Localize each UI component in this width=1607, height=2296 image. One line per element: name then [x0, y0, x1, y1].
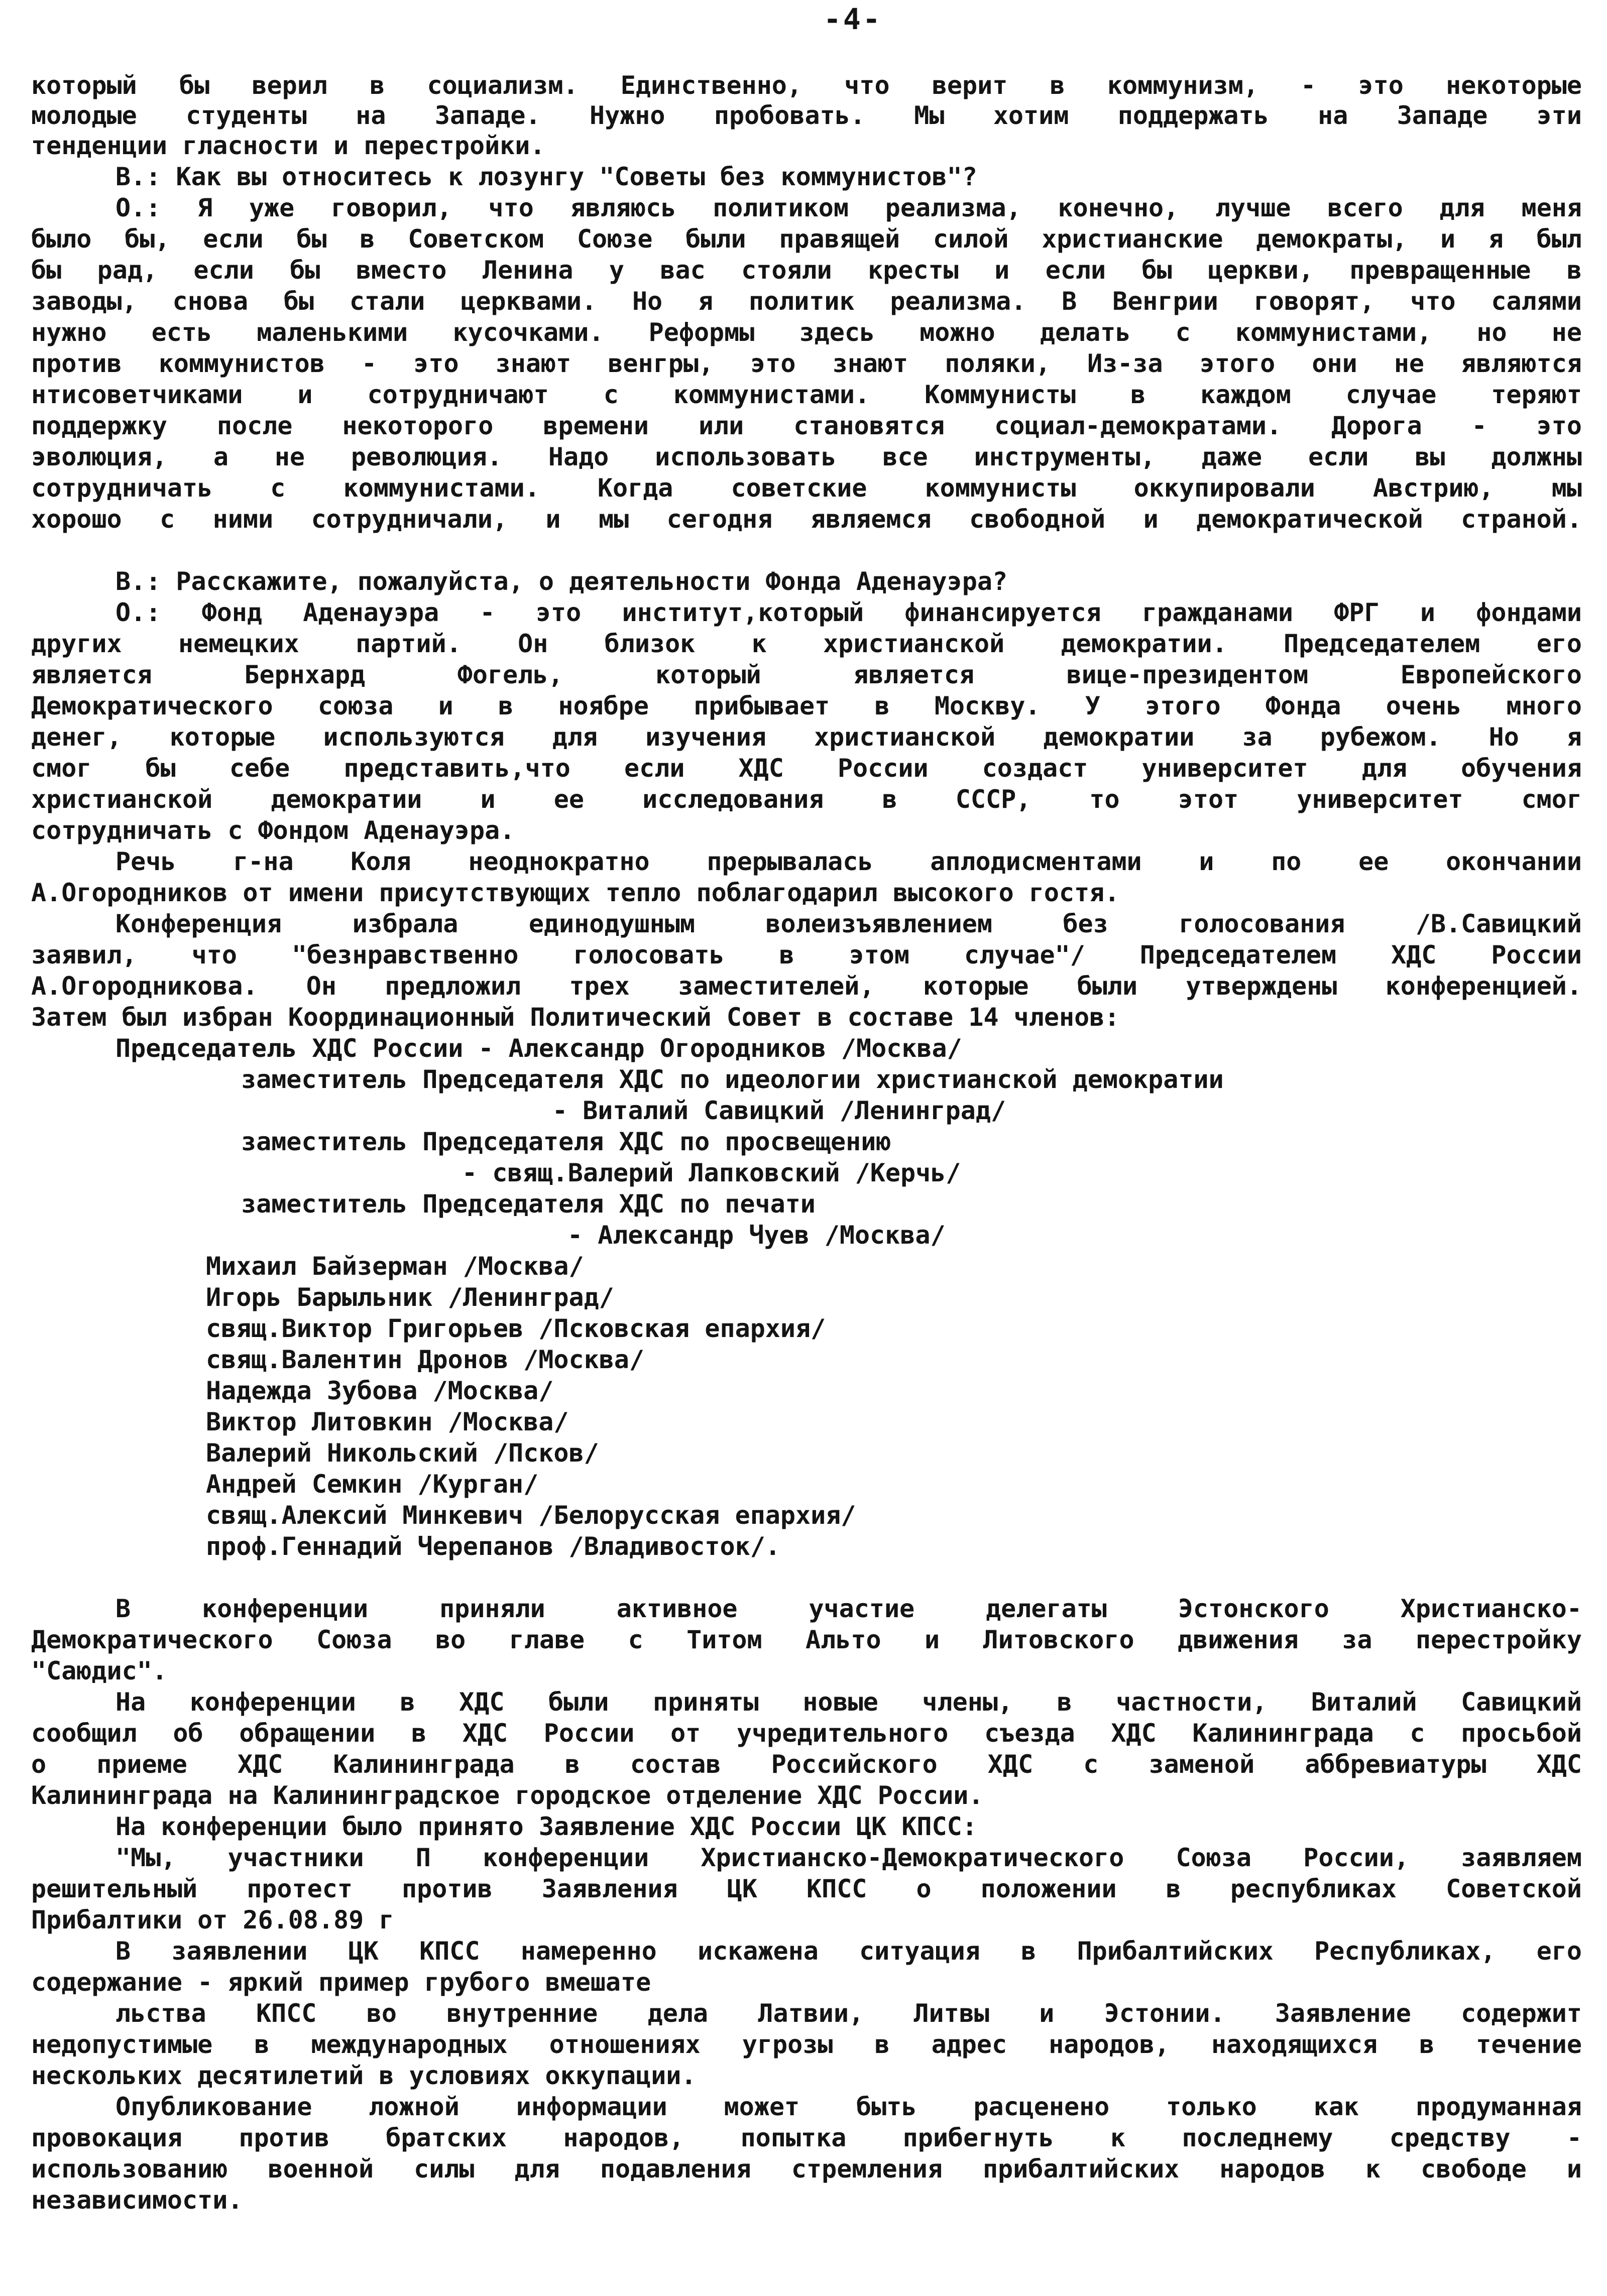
- text-line: недопустимые в международных отношениях угрозы в адрес народов, находящихся в течение: [31, 2030, 1582, 2059]
- text-line: Прибалтики от 26.08.89 г: [31, 1905, 394, 1935]
- text-line: Игорь Барыльник /Ленинград/: [206, 1283, 614, 1312]
- page-number: -4-: [824, 2, 882, 36]
- text-line: против коммунистов - это знают венгры, это знают поляки, Из-за этого они не являются: [31, 349, 1582, 378]
- text-line: поддержку после некоторого времени или становятся социал-демократами. Дорога - это: [31, 411, 1582, 440]
- text-line: заместитель Председателя ХДС по идеологии христианской демократии: [241, 1065, 1224, 1094]
- text-line: сотрудничать с Фондом Аденауэра.: [31, 816, 515, 845]
- text-line: свящ.Валентин Дронов /Москва/: [206, 1345, 644, 1374]
- text-line: заводы, снова бы стали церквами. Но я политик реализма. В Венгрии говорят, что салями: [31, 287, 1582, 316]
- text-line: А.Огородникова. Он предложил трех заместителей, которые были утверждены конференцией.: [31, 972, 1582, 1001]
- text-line: свящ.Виктор Григорьев /Псковская епархия/: [206, 1314, 826, 1343]
- text-line: льства КПСС во внутренние дела Латвии, Литвы и Эстонии. Заявление содержит: [116, 1999, 1582, 2028]
- text-line: - свящ.Валерий Лапковский /Керчь/: [462, 1158, 961, 1187]
- text-line: нескольких десятилетий в условиях оккупации.: [31, 2061, 697, 2090]
- text-line: проф.Геннадий Черепанов /Владивосток/.: [206, 1532, 780, 1561]
- text-line: тенденции гласности и перестройки.: [31, 131, 545, 160]
- text-line: Валерий Никольский /Псков/: [206, 1438, 599, 1468]
- text-line: о приеме ХДС Калининграда в состав Российского ХДС с заменой аббревиатуры ХДС: [31, 1750, 1582, 1779]
- text-line: Демократического Союза во главе с Титом Альто и Литовского движения за перестройку: [31, 1625, 1582, 1654]
- text-line: Опубликование ложной информации может быть расценено только как продуманная: [116, 2092, 1582, 2121]
- text-line: было бы, если бы в Советском Союзе были правящей силой христианские демократы, и я был: [31, 224, 1582, 254]
- text-line: В.: Расскажите, пожалуйста, о деятельности Фонда Аденауэра?: [116, 567, 1008, 596]
- text-line: О.: Фонд Аденауэра - это институт,который финансируется гражданами ФРГ и фондами: [116, 598, 1582, 627]
- text-line: А.Огородников от имени присутствующих тепло поблагодарил высокого гостя.: [31, 878, 1120, 907]
- text-line: Андрей Семкин /Курган/: [206, 1470, 539, 1499]
- text-line: сотрудничать с коммунистами. Когда советские коммунисты оккупировали Австрию, мы: [31, 473, 1582, 503]
- text-line: нтисоветчиками и сотрудничают с коммунистами. Коммунисты в каждом случае теряют: [31, 380, 1582, 409]
- text-line: смог бы себе представить,что если ХДС России создаст университет для обучения: [31, 754, 1582, 783]
- text-line: использованию военной силы для подавления стремления прибалтийских народов к свободе и: [31, 2154, 1582, 2184]
- text-line: является Бернхард Фогель, который является вице-президентом Европейского: [31, 660, 1582, 689]
- text-line: содержание - яркий пример грубого вмешате: [31, 1968, 651, 1997]
- text-line: - Александр Чуев /Москва/: [567, 1221, 946, 1250]
- text-line: заместитель Председателя ХДС по печати: [241, 1189, 816, 1219]
- text-line: Демократического союза и в ноябре прибывает в Москву. У этого Фонда очень много: [31, 691, 1582, 720]
- text-line: свящ.Алексий Минкевич /Белорусская епархия/: [206, 1501, 856, 1530]
- text-line: заявил, что "безнравственно голосовать в этом случае"/ Председателем ХДС России: [31, 940, 1582, 970]
- text-line: заместитель Председателя ХДС по просвещению: [241, 1127, 891, 1156]
- text-line: решительный протест против Заявления ЦК КПСС о положении в республиках Советской: [31, 1874, 1582, 1903]
- text-line: В заявлении ЦК КПСС намеренно искажена ситуация в Прибалтийских Республиках, его: [116, 1937, 1582, 1966]
- text-line: Михаил Байзерман /Москва/: [206, 1252, 584, 1281]
- text-line: провокация против братских народов, попытка прибегнуть к последнему средству -: [31, 2123, 1582, 2152]
- text-line: На конференции было принято Заявление ХДС России ЦК КПСС:: [116, 1812, 977, 1841]
- text-line: хорошо с ними сотрудничали, и мы сегодня являемся свободной и демократической страной.: [31, 505, 1582, 534]
- text-line: В.: Как вы относитесь к лозунгу "Советы без коммунистов"?: [116, 162, 977, 191]
- text-line: бы рад, если бы вместо Ленина у вас стояли кресты и если бы церкви, превращенные в: [31, 256, 1582, 285]
- text-line: Конференция избрала единодушным волеизъявлением без голосования /В.Савицкий: [116, 909, 1582, 938]
- text-line: других немецких партий. Он близок к христианской демократии. Председателем его: [31, 629, 1582, 658]
- text-line: независимости.: [31, 2186, 243, 2215]
- text-line: который бы верил в социализм. Единственно, что верит в коммунизм, - это некоторые: [31, 71, 1582, 100]
- text-line: сообщил об обращении в ХДС России от учредительного съезда ХДС Калининграда с просьбой: [31, 1719, 1582, 1748]
- text-line: денег, которые используются для изучения христианской демократии за рубежом. Но я: [31, 722, 1582, 752]
- text-line: нужно есть маленькими кусочками. Реформы здесь можно делать с коммунистами, но не: [31, 318, 1582, 347]
- text-line: Калининграда на Калининградское городское отделение ХДС России.: [31, 1781, 984, 1810]
- text-line: Надежда Зубова /Москва/: [206, 1376, 554, 1405]
- text-line: На конференции в ХДС были приняты новые члены, в частности, Виталий Савицкий: [116, 1687, 1582, 1717]
- text-line: Председатель ХДС России - Александр Огородников /Москва/: [116, 1034, 962, 1063]
- text-line: Затем был избран Координационный Политический Совет в составе 14 членов:: [31, 1003, 1120, 1032]
- text-line: Виктор Литовкин /Москва/: [206, 1407, 569, 1436]
- text-line: "Мы, участники П конференции Христианско-Демократического Союза России, заявляем: [116, 1843, 1582, 1872]
- text-line: О.: Я уже говорил, что являюсь политиком реализма, конечно, лучше всего для меня: [116, 193, 1582, 222]
- text-line: эволюция, а не революция. Надо использовать все инструменты, даже если вы должны: [31, 442, 1582, 471]
- text-line: - Виталий Савицкий /Ленинград/: [552, 1096, 1006, 1125]
- text-line: "Саюдис".: [31, 1656, 167, 1685]
- text-line: молодые студенты на Западе. Нужно пробовать. Мы хотим поддержать на Западе эти: [31, 101, 1582, 130]
- text-line: В конференции приняли активное участие делегаты Эстонского Христианско-: [116, 1594, 1582, 1623]
- text-line: Речь г-на Коля неоднократно прерывалась аплодисментами и по ее окончании: [116, 847, 1582, 876]
- text-line: христианской демократии и ее исследования в СССР, то этот университет смог: [31, 785, 1582, 814]
